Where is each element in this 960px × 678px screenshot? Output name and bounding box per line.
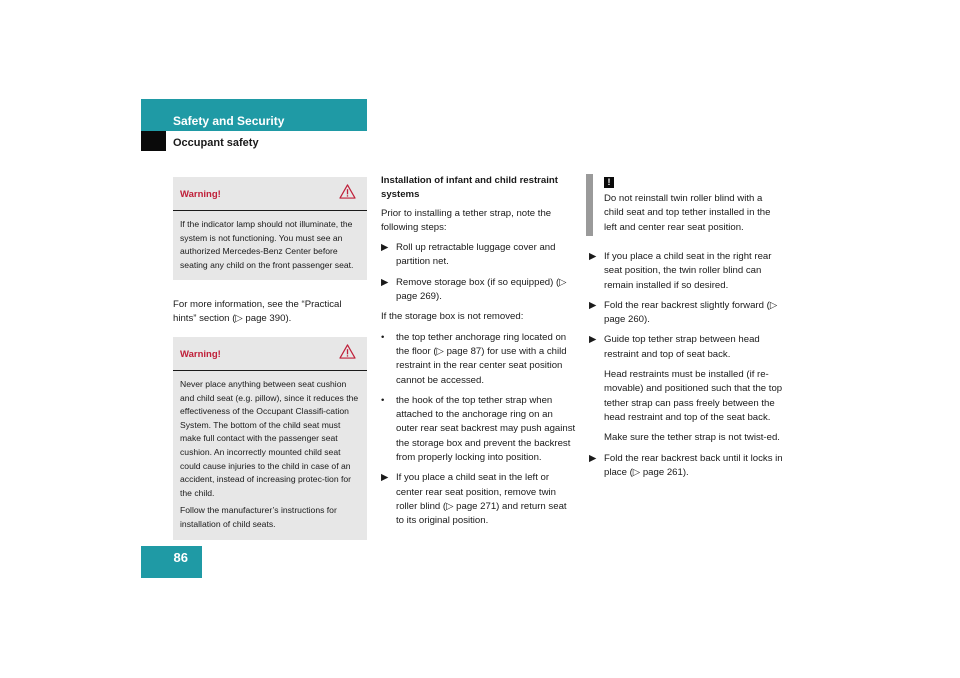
step-arrow-icon: ▶ [589, 334, 597, 346]
page-number-box [141, 546, 202, 578]
step-item: ▶ Remove storage box (if so equipped) (▷ page 269). [381, 276, 567, 303]
warning-body [173, 211, 367, 280]
step-arrow-icon: ▶ [381, 276, 389, 288]
notice-bar [586, 174, 593, 236]
step-arrow-icon: ▶ [589, 251, 597, 262]
step-item: ▶ Fold the rear backrest back until it locks in place (▷ page 261). [589, 452, 783, 478]
warning-paragraph: Never place anything between seat cushion and child seat (e.g. pillow), since it reduces the effectiveness of the Occupant Classifi-cation System. The bottom of the child seat must make full contact with the passenger seat cushion. An incorrectly mounted child seat could cause injuries to the child in case of an accident, instead of increasing protec-tion for the child. [180, 379, 359, 498]
step-arrow-icon: ▶ [381, 242, 389, 254]
bullet-icon: • [381, 331, 385, 343]
installation-section [381, 174, 577, 535]
warning-header [173, 337, 367, 371]
warning-paragraph: If the indicator lamp should not illuminate, the system is not functioning. You must see an authorized Mercedes-Benz Center before seating any child on the front passenger seat. [180, 219, 354, 270]
warning-triangle-icon [339, 184, 356, 199]
warning-triangle-icon [339, 344, 356, 359]
step-note: Make sure the tether strap is not twist-ed. [604, 432, 780, 444]
section-title: Safety and Security [173, 114, 285, 128]
subsection-title: Occupant safety [173, 137, 259, 149]
practical-hints-reference [173, 298, 367, 333]
warning-label: Warning! [180, 349, 221, 360]
step-item: ▶ If you place a child seat in the right rear seat position, the twin roller blind can remain installed if so desired. [589, 251, 772, 291]
step-item: ▶ Guide top tether strap between head restraint and top of seat back. [589, 334, 760, 360]
bullet-item: • the hook of the top tether strap when attached to the anchorage ring on an outer rear seat backrest may push against the storage box and prevent the backrest from properly locking into position. [381, 394, 576, 464]
storage-box-condition: If the storage box is not removed: [381, 311, 524, 323]
installation-heading: Installation of infant and child restraint systems [381, 175, 558, 201]
practical-hints-text: For more information, see the “Practical hints” section (▷ page 390). [173, 299, 342, 325]
step-arrow-icon: ▶ [589, 452, 597, 464]
installation-intro: Prior to installing a tether strap, note the following steps: [381, 207, 552, 233]
exclamation-icon: ! [604, 177, 614, 188]
warning-header [173, 177, 367, 211]
notice-text: Do not reinstall twin roller blind with a child seat and top tether installed in the left and center rear seat position. [604, 193, 771, 233]
warning-label: Warning! [180, 189, 221, 200]
page-number: 86 [173, 550, 188, 565]
step-item: ▶ If you place a child seat in the left or center rear seat position, remove twin roller blind (▷ page 271) and return seat to its original position. [381, 472, 567, 527]
warning-box-indicator-lamp [173, 177, 367, 280]
bullet-item: • the top tether anchorage ring located on the floor (▷ page 87) for use with a child restraint in the rear center seat position cannot be accessed. [381, 331, 567, 386]
step-item: ▶ Roll up retractable luggage cover and partition net. [381, 242, 556, 268]
warning-paragraph: Follow the manufacturer’s instructions for installation of child seats. [180, 505, 337, 529]
step-arrow-icon: ▶ [381, 472, 389, 484]
step-item: ▶ Fold the rear backrest slightly forward (▷ page 260). [589, 299, 778, 326]
step-note: Head restraints must be installed (if re-movable) and positioned such that the top tether strap can pass freely between the head restraint and top of the seat back. [604, 369, 783, 423]
warning-box-child-seat [173, 337, 367, 540]
step-arrow-icon: ▶ [589, 299, 597, 311]
right-steps [589, 250, 785, 486]
subsection-marker [141, 131, 166, 151]
bullet-icon: • [381, 394, 385, 406]
warning-body [173, 371, 367, 540]
